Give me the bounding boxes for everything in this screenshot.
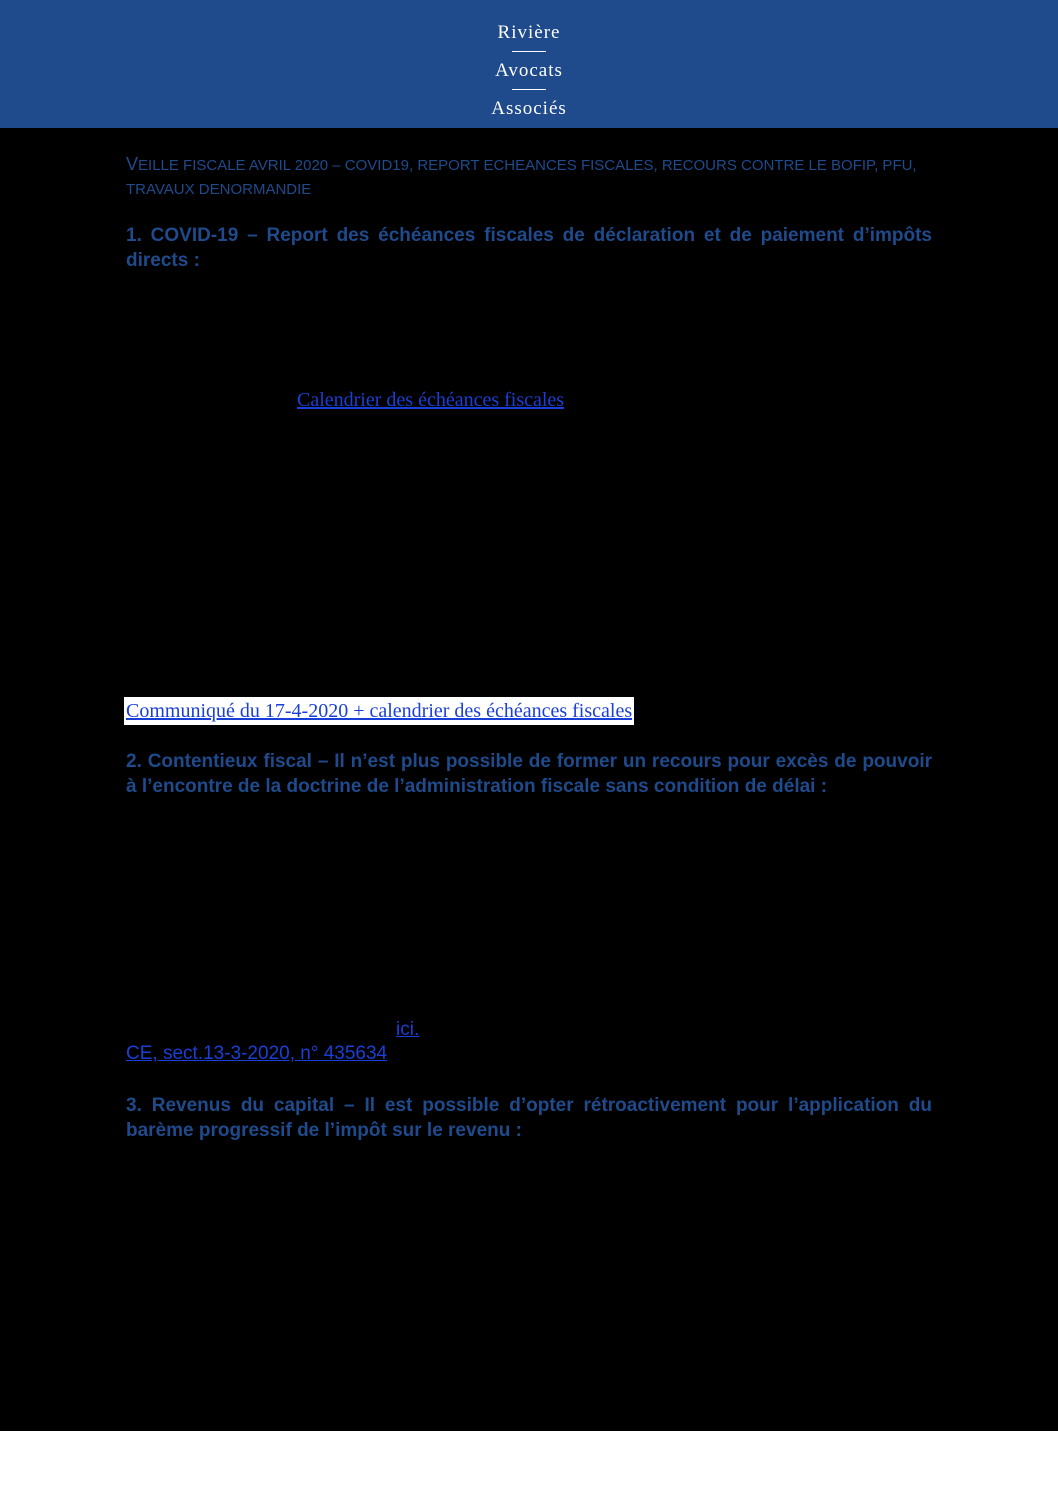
section-1-heading: 1. COVID-19 – Report des échéances fiscales de déclaration et de paiement d’impôts directs : <box>126 225 932 271</box>
logo-divider <box>512 89 546 90</box>
section-3-heading: 3. Revenus du capital – Il est possible d’opter rétroactivement pour l’application du barème progressif de l’impôt sur le revenu : <box>126 1095 932 1141</box>
ici-link[interactable]: ici. <box>396 1019 420 1040</box>
firm-logo <box>0 20 1058 122</box>
logo-line-2: Avocats <box>495 60 563 81</box>
logo-line-3: Associés <box>491 98 567 119</box>
page-header <box>0 0 1058 128</box>
logo-line-1: Rivière <box>497 22 561 43</box>
ce-decision-link[interactable]: CE, sect.13-3-2020, n° 435634 <box>126 1043 388 1064</box>
calendar-link[interactable]: Calendrier des échéances fiscales <box>297 389 565 411</box>
section-2-heading: 2. Contentieux fiscal – Il n’est plus possible de former un recours pour excès de pouvoir à l’encontre de la doctrine de l’administration fiscale sans condition de délai : <box>126 751 932 797</box>
logo-divider <box>512 51 546 52</box>
title-rest: EILLE FISCALE AVRIL 2020 – COVID19, REPORT ECHEANCES FISCALES, RECOURS CONTRE LE BOFIP, PFU, TRAVAUX DENORMANDIE <box>126 157 917 198</box>
title-initial: V <box>126 154 139 174</box>
document-title <box>126 152 932 202</box>
page-footer <box>0 1431 1058 1497</box>
communique-link[interactable]: Communiqué du 17-4-2020 + calendrier des échéances fiscales <box>124 697 634 725</box>
